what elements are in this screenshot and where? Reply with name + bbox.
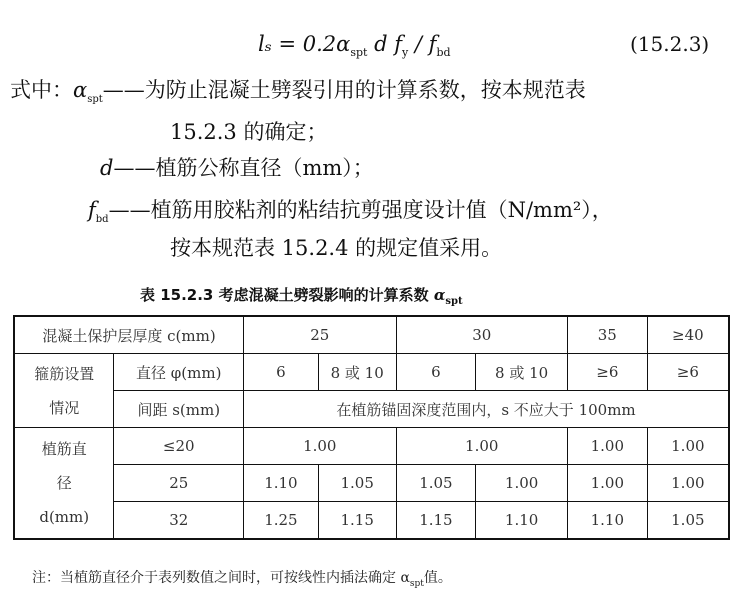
diameter-value: 6	[396, 354, 476, 391]
table-cell: 1.10	[567, 502, 647, 540]
fbd-symbol	[88, 198, 109, 226]
diameter-value: 8 或 10	[318, 354, 396, 391]
diameter-value: ≥6	[647, 354, 729, 391]
diameter-label: 直径 φ(mm)	[114, 354, 244, 391]
diameter-value: ≥6	[567, 354, 647, 391]
table-cell: 1.00	[476, 465, 568, 502]
cover-value: 35	[567, 316, 647, 354]
definition-alpha	[10, 74, 586, 105]
alpha-symbol-sub: spt	[87, 94, 103, 106]
alpha-definition-continued: 15.2.3 的确定；	[170, 120, 328, 144]
table-row	[14, 428, 729, 465]
diameter-value: 8 或 10	[476, 354, 568, 391]
formula-slash: / f	[414, 32, 437, 56]
bar-diameter: ≤20	[114, 428, 244, 465]
definition-d	[100, 152, 374, 182]
table-cell: 1.00	[647, 465, 729, 502]
formula-fy-sub: y	[402, 46, 409, 60]
fbd-definition-text: ——植筋用胶粘剂的粘结抗剪强度设计值（N/mm²），	[108, 198, 613, 222]
table-cell: 1.05	[318, 465, 396, 502]
table-cell: 1.15	[396, 502, 476, 540]
alpha-definition-text: ——为防止混凝土劈裂引用的计算系数，按本规范表	[102, 78, 586, 102]
table-row	[14, 316, 729, 354]
alpha-symbol-letter: α	[73, 78, 88, 102]
table-caption-text: 表 15.2.3 考虑混凝土劈裂影响的计算系数	[140, 286, 429, 304]
stirrup-group-label: 箍筋设置情况	[14, 354, 114, 428]
table-caption	[140, 284, 463, 307]
d-definition-text: ——植筋公称直径（mm）；	[113, 156, 374, 180]
fbd-definition-continued: 按本规范表 15.2.4 的规定值采用。	[170, 236, 503, 260]
table-cell: 1.00	[396, 428, 567, 465]
fbd-symbol-letter: f	[88, 198, 96, 222]
table-cell: 1.00	[244, 428, 397, 465]
bar-diameter: 25	[114, 465, 244, 502]
d-symbol: d	[100, 156, 114, 180]
table-cell: 1.10	[244, 465, 319, 502]
fbd-symbol-sub: bd	[95, 214, 109, 226]
bar-group-label: 植筋直径 d(mm)	[14, 428, 114, 540]
spacing-value: 在植筋锚固深度范围内，s 不应大于 100mm	[244, 391, 729, 428]
table-cell: 1.00	[567, 428, 647, 465]
definition-intro: 式中：	[10, 78, 73, 102]
cover-value: ≥40	[647, 316, 729, 354]
definition-fbd	[88, 194, 613, 225]
caption-symbol	[433, 286, 463, 307]
table-cell: 1.05	[396, 465, 476, 502]
table-row	[14, 502, 729, 540]
note-sub: spt	[409, 578, 424, 589]
cover-value: 30	[396, 316, 567, 354]
coefficient-table	[13, 315, 730, 540]
table-row	[14, 391, 729, 428]
note-text: 注：当植筋直径介于表列数值之间时，可按线性内插法确定 α	[32, 570, 410, 586]
diameter-value: 6	[244, 354, 319, 391]
caption-symbol-letter: α	[433, 286, 446, 304]
table-note	[32, 567, 452, 589]
table-row	[14, 354, 729, 391]
cover-value: 25	[244, 316, 397, 354]
table-cell: 1.15	[318, 502, 396, 540]
table-row	[14, 465, 729, 502]
formula-expression: lₛ = 0.2α	[258, 32, 351, 56]
note-tail: 值。	[423, 570, 452, 586]
bar-diameter: 32	[114, 502, 244, 540]
table-cell: 1.00	[647, 428, 729, 465]
table-cell: 1.00	[567, 465, 647, 502]
table-cell: 1.05	[647, 502, 729, 540]
formula-tail: d f	[374, 32, 403, 56]
table-cell: 1.25	[244, 502, 319, 540]
formula-alpha-sub: spt	[350, 46, 368, 60]
formula-fbd-sub: bd	[436, 46, 451, 60]
formula	[258, 32, 451, 59]
alpha-symbol	[73, 78, 103, 106]
caption-symbol-sub: spt	[445, 296, 463, 307]
equation-number: (15.2.3)	[630, 32, 710, 56]
spacing-label: 间距 s(mm)	[114, 391, 244, 428]
cover-label: 混凝土保护层厚度 c(mm)	[14, 316, 244, 354]
table-cell: 1.10	[476, 502, 568, 540]
